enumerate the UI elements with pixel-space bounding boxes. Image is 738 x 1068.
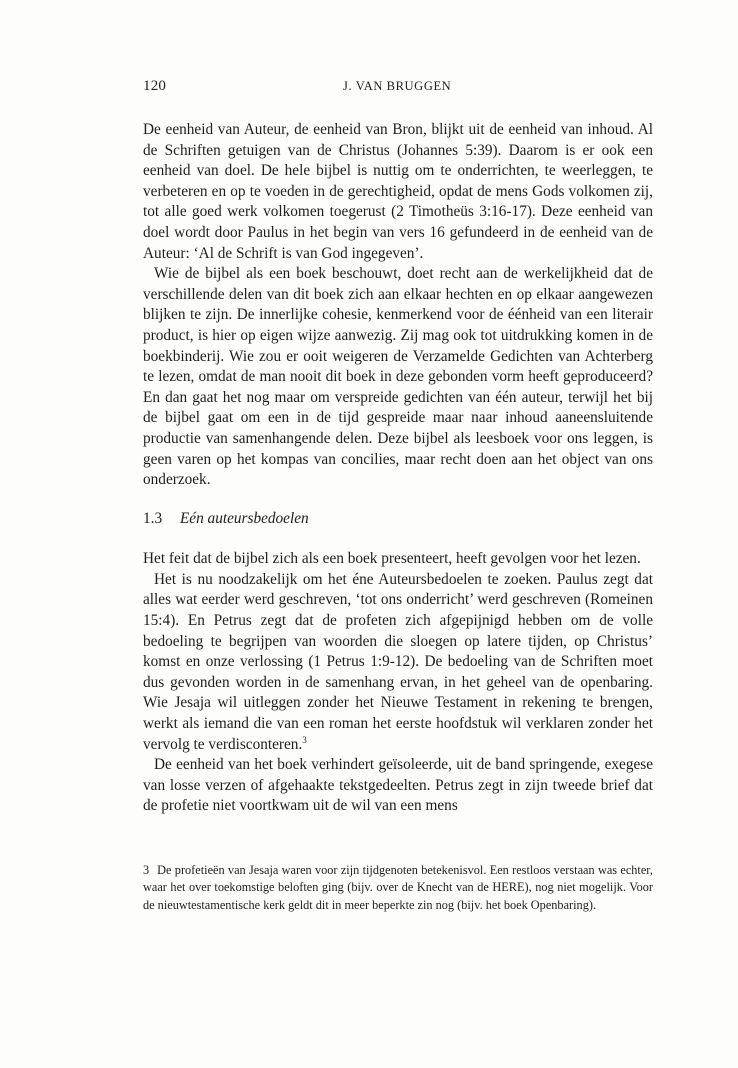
- footnote: [143, 862, 653, 914]
- section-title: Eén auteursbedoelen: [179, 509, 309, 527]
- paragraph-4-text: Het is nu noodzakelijk om het éne Auteursbedoelen te zoeken. Paulus zegt dat alles wat eerder werd geschreven, ‘tot ons onderricht’ werd geschreven (Romeinen 15:4). En Petrus zegt dat de profeten zich afgepijnigd hebben om de volle bedoeling te begrijpen van woorden die sloegen op latere tijden, op Christus’ komst en onze verlossing (1 Petrus 1:9-12). De bedoeling van de Schriften moet dus gevonden worden in de samenhang ervan, in het geheel van de openbaring. Wie Jesaja wil uitleggen zonder het Nieuwe Testament in rekening te brengen, werkt als iemand die van een roman het eerste hoofdstuk wil verklaren zonder het vervolg te verdisconteren.: [143, 570, 653, 753]
- section-heading: [143, 509, 653, 530]
- main-text: [143, 120, 653, 817]
- paragraph-4: [143, 570, 653, 755]
- footnote-text: De profetieën van Jesaja waren voor zijn tijdgenoten betekenisvol. Een restloos verstaan was echter, waar het over toekomstige beloften ging (bijv. over de Knecht van de HERE), nog niet mogelijk. Voor de nieuwtestamentische kerk geldt dit in meer beperkte zin nog (bijv. het boek Openbaring).: [143, 863, 653, 912]
- paragraph-3: Het feit dat de bijbel zich als een boek presenteert, heeft gevolgen voor het lezen.: [143, 550, 641, 568]
- paragraph-2: Wie de bijbel als een boek beschouwt, doet recht aan de werkelijkheid dat de verschillende delen van dit boek zich aan elkaar hechten en op elkaar aangewezen blijken te zijn. De innerlijke cohesie, kenmerkend voor de éénheid van een literair product, is hier op eigen wijze aanwezig. Zij mag ook tot uitdrukking komen in de boekbinderij. Wie zou er ooit weigeren de Verzamelde Gedichten van Achterberg te lezen, omdat de man nooit dit boek in deze gebonden vorm heeft geproduceerd? En dan gaat het nog maar om verspreide gedichten van één auteur, terwijl het bij de bijbel gaat om een in de tijd gespreide maar naar inhoud aaneensluitende productie van samenhangende delen. Deze bijbel als leesboek voor ons leggen, is geen varen op het kompas van concilies, maar recht doen aan het object van ons onderzoek.: [143, 265, 653, 489]
- footnote-reference: 3: [302, 734, 307, 745]
- running-head-author: J. VAN BRUGGEN: [343, 79, 452, 93]
- page-number: 120: [143, 78, 167, 94]
- paragraph-1: De eenheid van Auteur, de eenheid van Bron, blijkt uit de eenheid van inhoud. Al de Schriften getuigen van de Christus (Johannes 5:39). Daarom is er ook een eenheid van doel. De hele bijbel is nuttig om te onderrichten, te weerleggen, te verbeteren en op te voeden in de gerechtigheid, opdat de mens Gods volkomen zij, tot alle goed werk volkomen toegerust (2 Timotheüs 3:16-17). Deze eenheid van doel wordt door Paulus in het begin van vers 16 gefundeerd in de eenheid van de Auteur: ‘Al de Schrift is van God ingegeven’.: [143, 121, 653, 262]
- paragraph-5: De eenheid van het boek verhindert geïsoleerde, uit de band springende, exegese van losse verzen of afgehaakte tekstgedeelten. Petrus zegt in zijn tweede brief dat de profetie niet voortkwam uit de wil van een mens: [143, 756, 653, 815]
- footnote-number: 3: [143, 863, 150, 877]
- running-head: [143, 78, 653, 100]
- section-number: 1.3: [143, 509, 163, 527]
